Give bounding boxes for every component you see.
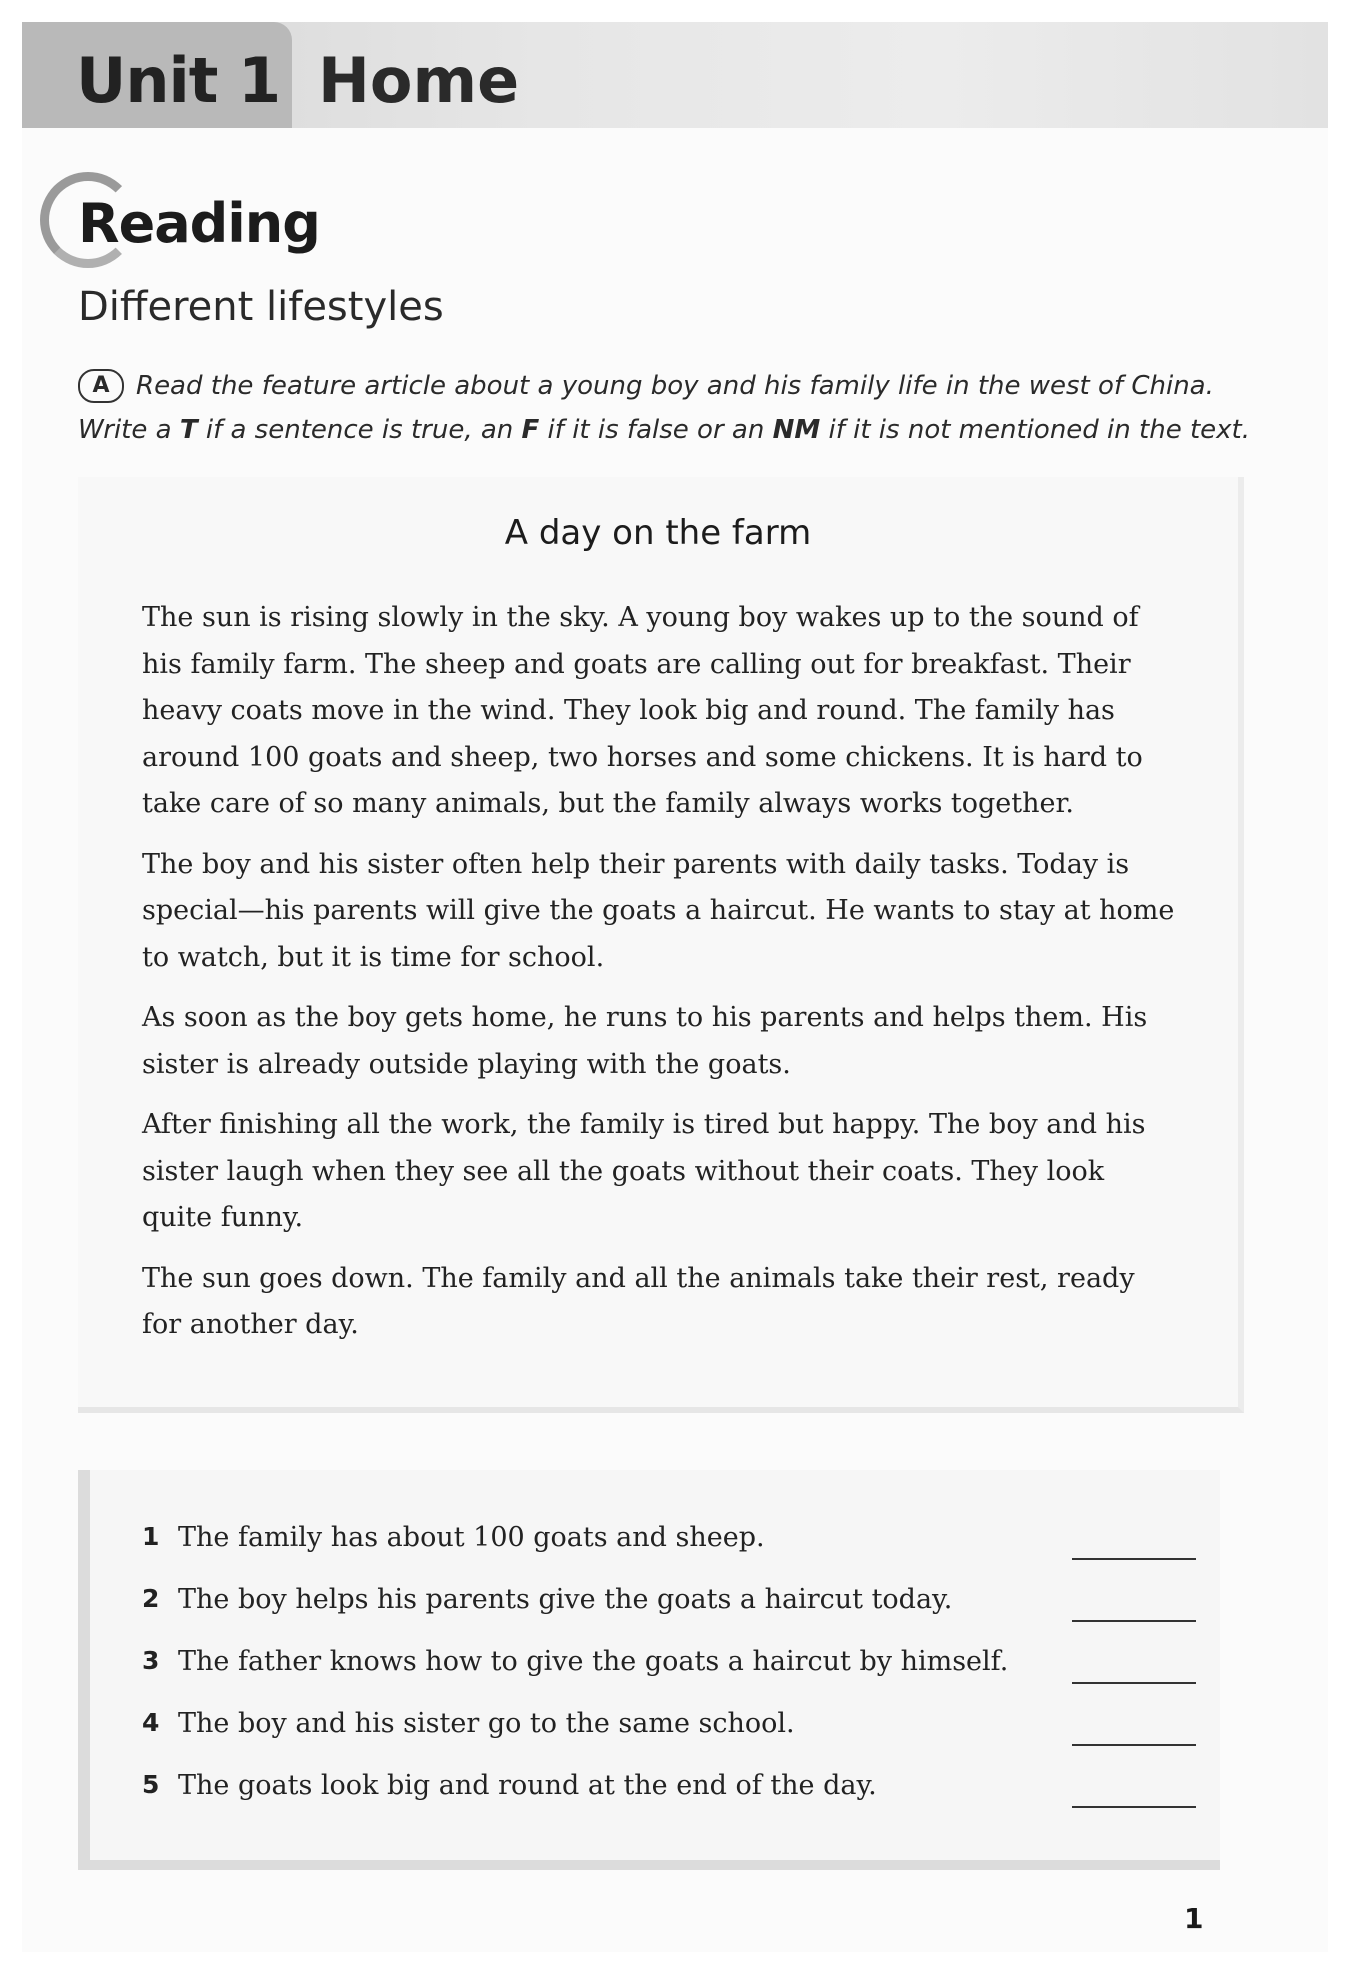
article-box bbox=[78, 477, 1244, 1413]
article-paragraph: After finishing all the work, the family is tired but happy. The boy and his sister laugh when they see all the goats without their coats. They look quite funny. bbox=[142, 1109, 1146, 1233]
question-text: The family has about 100 goats and sheep. bbox=[178, 1522, 765, 1553]
answer-blank[interactable] bbox=[1072, 1682, 1196, 1684]
answer-blank[interactable] bbox=[1072, 1620, 1196, 1622]
answer-blank[interactable] bbox=[1072, 1558, 1196, 1560]
article-paragraph: As soon as the boy gets home, he runs to his parents and helps them. His sister is already outside playing with the goats. bbox=[142, 1002, 1148, 1080]
instruction-text-1: Read the feature article about a young boy and his family life in the west of China. bbox=[136, 371, 1214, 401]
question-text: The goats look big and round at the end of the day. bbox=[178, 1770, 877, 1801]
article-title: A day on the farm bbox=[504, 513, 812, 553]
question-number: 4 bbox=[142, 1708, 160, 1737]
section-subtitle: Different lifestyles bbox=[78, 284, 444, 330]
page-number: 1 bbox=[1184, 1902, 1204, 1935]
instruction-text: if it is false or an bbox=[539, 415, 773, 445]
instruction-key-t: T bbox=[179, 415, 198, 445]
instruction-text: Write a bbox=[78, 415, 180, 445]
article-paragraph: The boy and his sister often help their parents with daily tasks. Today is special—his parents will give the goats a haircut. He wants to stay at home to watch, but it is time for school. bbox=[142, 848, 1175, 973]
instruction-text: if it is not mentioned in the text. bbox=[820, 415, 1250, 445]
instruction-text: if a sentence is true, an bbox=[197, 415, 522, 445]
question-row bbox=[142, 1584, 1202, 1630]
article-body bbox=[142, 595, 1182, 1363]
unit-label: Unit 1 bbox=[76, 44, 281, 117]
instruction-line-1 bbox=[78, 364, 1258, 408]
question-text: The boy helps his parents give the goats a haircut today. bbox=[178, 1584, 953, 1615]
instruction-key-nm: NM bbox=[772, 415, 821, 445]
article-paragraph: The sun is rising slowly in the sky. A young boy wakes up to the sound of his family farm. The sheep and goats are calling out for breakfast. Their heavy coats move in the wind. They look big and round. The family has around 100 goats and sheep, two horses and some chickens. It is hard to take care of so many animals, but the family always works together. bbox=[142, 602, 1143, 819]
instruction-key-f: F bbox=[521, 415, 540, 445]
answer-blank[interactable] bbox=[1072, 1806, 1196, 1808]
question-row bbox=[142, 1646, 1202, 1692]
unit-header-band bbox=[22, 22, 1328, 128]
question-number: 5 bbox=[142, 1770, 160, 1799]
question-row bbox=[142, 1708, 1202, 1754]
answer-blank[interactable] bbox=[1072, 1744, 1196, 1746]
question-number: 3 bbox=[142, 1646, 160, 1675]
question-number: 2 bbox=[142, 1584, 160, 1613]
questions-box bbox=[78, 1470, 1220, 1870]
instruction-line-2 bbox=[78, 408, 1258, 452]
question-text: The boy and his sister go to the same school. bbox=[178, 1708, 795, 1739]
question-text: The father knows how to give the goats a haircut by himself. bbox=[178, 1646, 1009, 1677]
unit-title: Home bbox=[318, 44, 520, 117]
exercise-instructions bbox=[78, 364, 1258, 452]
article-paragraph: The sun goes down. The family and all the animals take their rest, ready for another day. bbox=[142, 1262, 1135, 1340]
exercise-badge: A bbox=[78, 369, 124, 403]
question-number: 1 bbox=[142, 1522, 160, 1551]
section-label: Reading bbox=[78, 192, 320, 255]
question-row bbox=[142, 1770, 1202, 1816]
workbook-page bbox=[22, 22, 1328, 1952]
question-row bbox=[142, 1522, 1202, 1568]
